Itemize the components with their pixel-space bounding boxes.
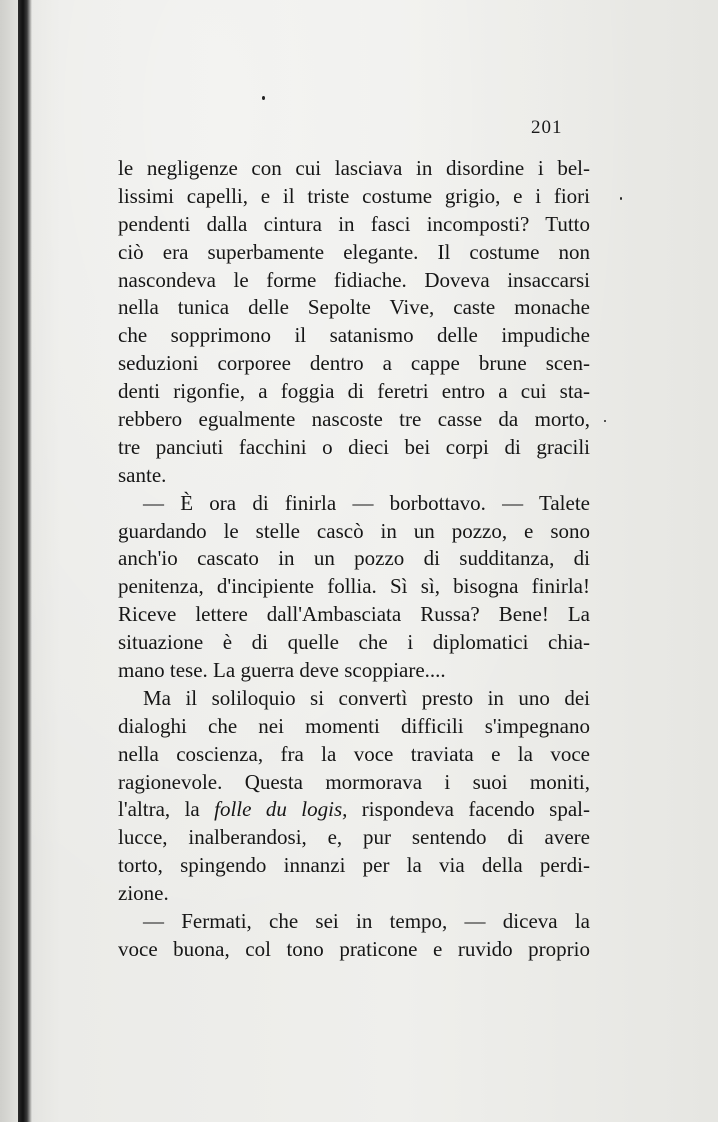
text-line: — Fermati, che sei in tempo, — diceva la [143,909,590,934]
text-line: ciò era superbamente elegante. Il costume non [118,239,590,264]
text-line: nascondeva le forme fidiache. Doveva insaccarsi [118,267,590,292]
text-line: pendenti dalla cintura in fasci incomposti? Tutto [118,211,590,236]
italic-line-before: l'altra, la [118,797,215,822]
text-line: che sopprimono il satanismo delle impudiche [118,323,590,348]
italic-line-after: rispondeva facendo spal- [347,797,591,822]
text-line: nella tunica delle Sepolte Vive, caste monache [118,295,590,320]
text-line: ragionevole. Questa mormorava i suoi moniti, [118,769,590,794]
italic-phrase: folle du logis, [214,797,348,822]
text-line: situazione è di quelle che i diplomatici chia- [118,630,590,655]
text-line: le negligenze con cui lasciava in disordine i bel- [118,156,590,180]
text-line: — È ora di finirla — borbottavo. — Talete [143,490,590,515]
text-line: lissimi capelli, e il triste costume grigio, e i fiori [118,183,590,208]
text-line: nella coscienza, fra la voce traviata e la voce [118,741,590,766]
text-line: anch'io cascato in un pozzo di sudditanza, di [118,546,590,571]
book-binding-edge [18,0,32,1122]
text-line: lucce, inalberandosi, e, pur sentendo di avere [118,825,590,850]
text-line: dialoghi che nei momenti difficili s'impegnano [118,713,590,738]
body-text [118,155,590,964]
text-line: Ma il soliloquio si convertì presto in uno dei [143,685,590,710]
text-line: rebbero egualmente nascoste tre casse da morto, [118,407,590,432]
page-gutter-shadow [0,0,20,1122]
text-line: denti rigonfie, a foggia di feretri entro a cui sta- [118,379,590,404]
text-line: torto, spingendo innanzi per la via della perdi- [118,853,590,878]
ink-speck [620,197,622,200]
page-number: 201 [531,117,563,138]
text-line: Riceve lettere dall'Ambasciata Russa? Bene! La [118,602,590,627]
text-line: seduzioni corporee dentro a cappe brune scen- [118,351,590,376]
ink-speck [604,420,606,422]
text-line: voce buona, col tono praticone e ruvido proprio [118,936,590,961]
text-line: mano tese. La guerra deve scoppiare.... [118,658,446,683]
text-line: sante. [118,462,167,487]
text-line: tre panciuti facchini o dieci bei corpi di gracili [118,434,590,459]
text-line: guardando le stelle cascò in un pozzo, e sono [118,518,590,543]
text-line-italic [118,796,590,824]
text-line: zione. [118,881,169,906]
ink-speck [262,96,265,100]
text-line: penitenza, d'incipiente follia. Sì sì, bisogna finirla! [118,574,590,599]
